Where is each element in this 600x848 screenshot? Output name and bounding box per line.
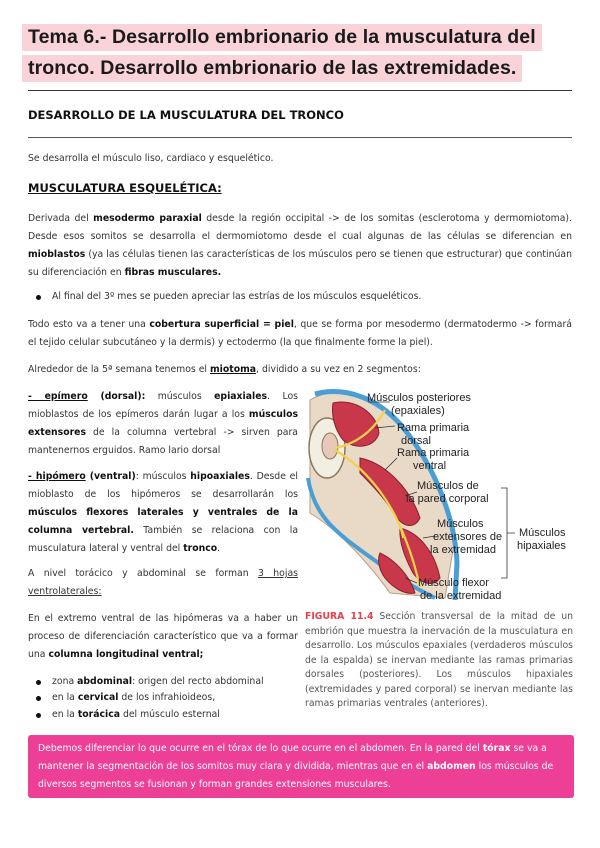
section-divider	[28, 137, 572, 138]
intro-text: Se desarrolla el músculo liso, cardiaco y esquelético.	[28, 153, 274, 164]
paragraph-miotoma: Alrededor de la 5ª semana tenemos el miotoma, dividido a su vez en 2 segmentos:	[28, 364, 421, 375]
label-flexor: Músculo flexor	[418, 577, 489, 589]
label-epaxial-sub: (epaxiales)	[391, 405, 445, 417]
title-line-2: tronco. Desarrollo embrionario de las extremidades.	[22, 55, 522, 82]
bullet-dot	[36, 680, 41, 685]
title-divider	[28, 90, 572, 91]
label-ventral-ramus: Rama primaria	[397, 447, 470, 459]
title-line-1: Tema 6.- Desarrollo embrionario de la musculatura del	[22, 24, 542, 51]
paragraph-piel: Todo esto va a tener una cobertura superficial = piel, que se forma por mesodermo (dermatodermo -> formará el tejido celular subcutáneo y la dermis) y ectodermo (la que finalmente forme la piel).	[28, 319, 572, 348]
paragraph-hipomero: - hipómero (ventral): músculos hipoaxiales. Desde el mioblasto de los hipómeros se desarrollarán los músculos flexores laterales y ventrales de la columna vertebral. También se relaciona con la musculatura lateral y ventral del tronco.	[28, 471, 299, 554]
figure-caption: FIGURA 11.4 Sección transversal de la mitad de un embrión que muestra la inervación de la musculatura en desarrollo. Los músculos epaxiales (verdaderos músculos de la espalda) se inervan mediante las ramas primarias dorsales (posteriores). Los músculos hipaxiales (extremidades y pared corporal) se inervan mediante las ramas primarias ventrales (anteriores).	[305, 611, 573, 709]
bullet-cervical: en la cervical de los infrahioideos,	[52, 692, 216, 703]
label-extensor: Músculos	[437, 518, 484, 530]
bullet-abdominal: zona abdominal: origen del recto abdominal	[52, 676, 264, 687]
label-dorsal-ramus: Rama primaria	[397, 422, 470, 434]
page-title	[22, 24, 582, 86]
bullet-dot	[36, 713, 41, 718]
label-body-wall-sub: la pared corporal	[406, 493, 489, 505]
paragraph-hojas: A nivel torácico y abdominal se forman 3 hojas ventrolaterales:	[28, 568, 298, 597]
label-flexor-sub: de la extremidad	[420, 590, 502, 602]
bullet-estrias: Al final del 3º mes se pueden apreciar las estrías de los músculos esqueléticos.	[52, 291, 422, 302]
label-dorsal-ramus-sub: dorsal	[401, 435, 431, 447]
label-hipaxial: Músculos	[519, 527, 566, 539]
label-extensor-sub: extensores de	[433, 531, 503, 543]
figure-illustration	[305, 388, 580, 603]
subheading-musculatura: MUSCULATURA ESQUELÉTICA:	[28, 181, 222, 195]
spinal-cord-shape	[322, 433, 338, 459]
bullet-dot	[36, 696, 41, 701]
section-heading: DESARROLLO DE LA MUSCULATURA DEL TRONCO	[28, 108, 344, 122]
label-extensor-sub2: la extremidad	[430, 544, 497, 556]
label-ventral-ramus-sub: ventral	[413, 460, 447, 472]
label-epaxial: Músculos posteriores	[367, 392, 471, 404]
callout-text: Debemos diferenciar lo que ocurre en el tórax de lo que ocurre en el abdomen. En la pared del tórax se va a mantener la segmentación de los somitos muy clara y dividida, mientras que en el abdomen los músculos de diversos segmentos se fusionan y forman grandes extensiones musculares.	[38, 743, 554, 790]
paragraph-mesodermo: Derivada del mesodermo paraxial desde la región occipital -> de los somitas (esclerotoma y dermomiotoma). Desde esos somitos se desarrolla el dermomiotomo desde el cual algunas de las células se diferencian en mioblastos (ya las células tienen las características de los músculos pero se tienen que estructurar) que continúan su diferenciación en fibras musculares.	[28, 213, 573, 278]
bullet-toracica: en la torácica del músculo esternal	[52, 709, 220, 720]
paragraph-columna: En el extremo ventral de las hipómeras va a haber un proceso de diferenciación característico que va a formar una columna longitudinal ventral;	[28, 613, 298, 660]
paragraph-epimero: - epímero (dorsal): músculos epiaxiales. Los mioblastos de los epímeros darán lugar a los músculos extensores de la columna vertebral -> sirven para mantenernos erguidos. Ramo lario dorsal	[28, 391, 298, 456]
label-body-wall: Músculos de	[417, 480, 479, 492]
hipaxial-bracket	[501, 488, 515, 578]
label-hipaxial-sub: hipaxiales	[517, 540, 566, 552]
bullet-dot	[36, 295, 41, 300]
